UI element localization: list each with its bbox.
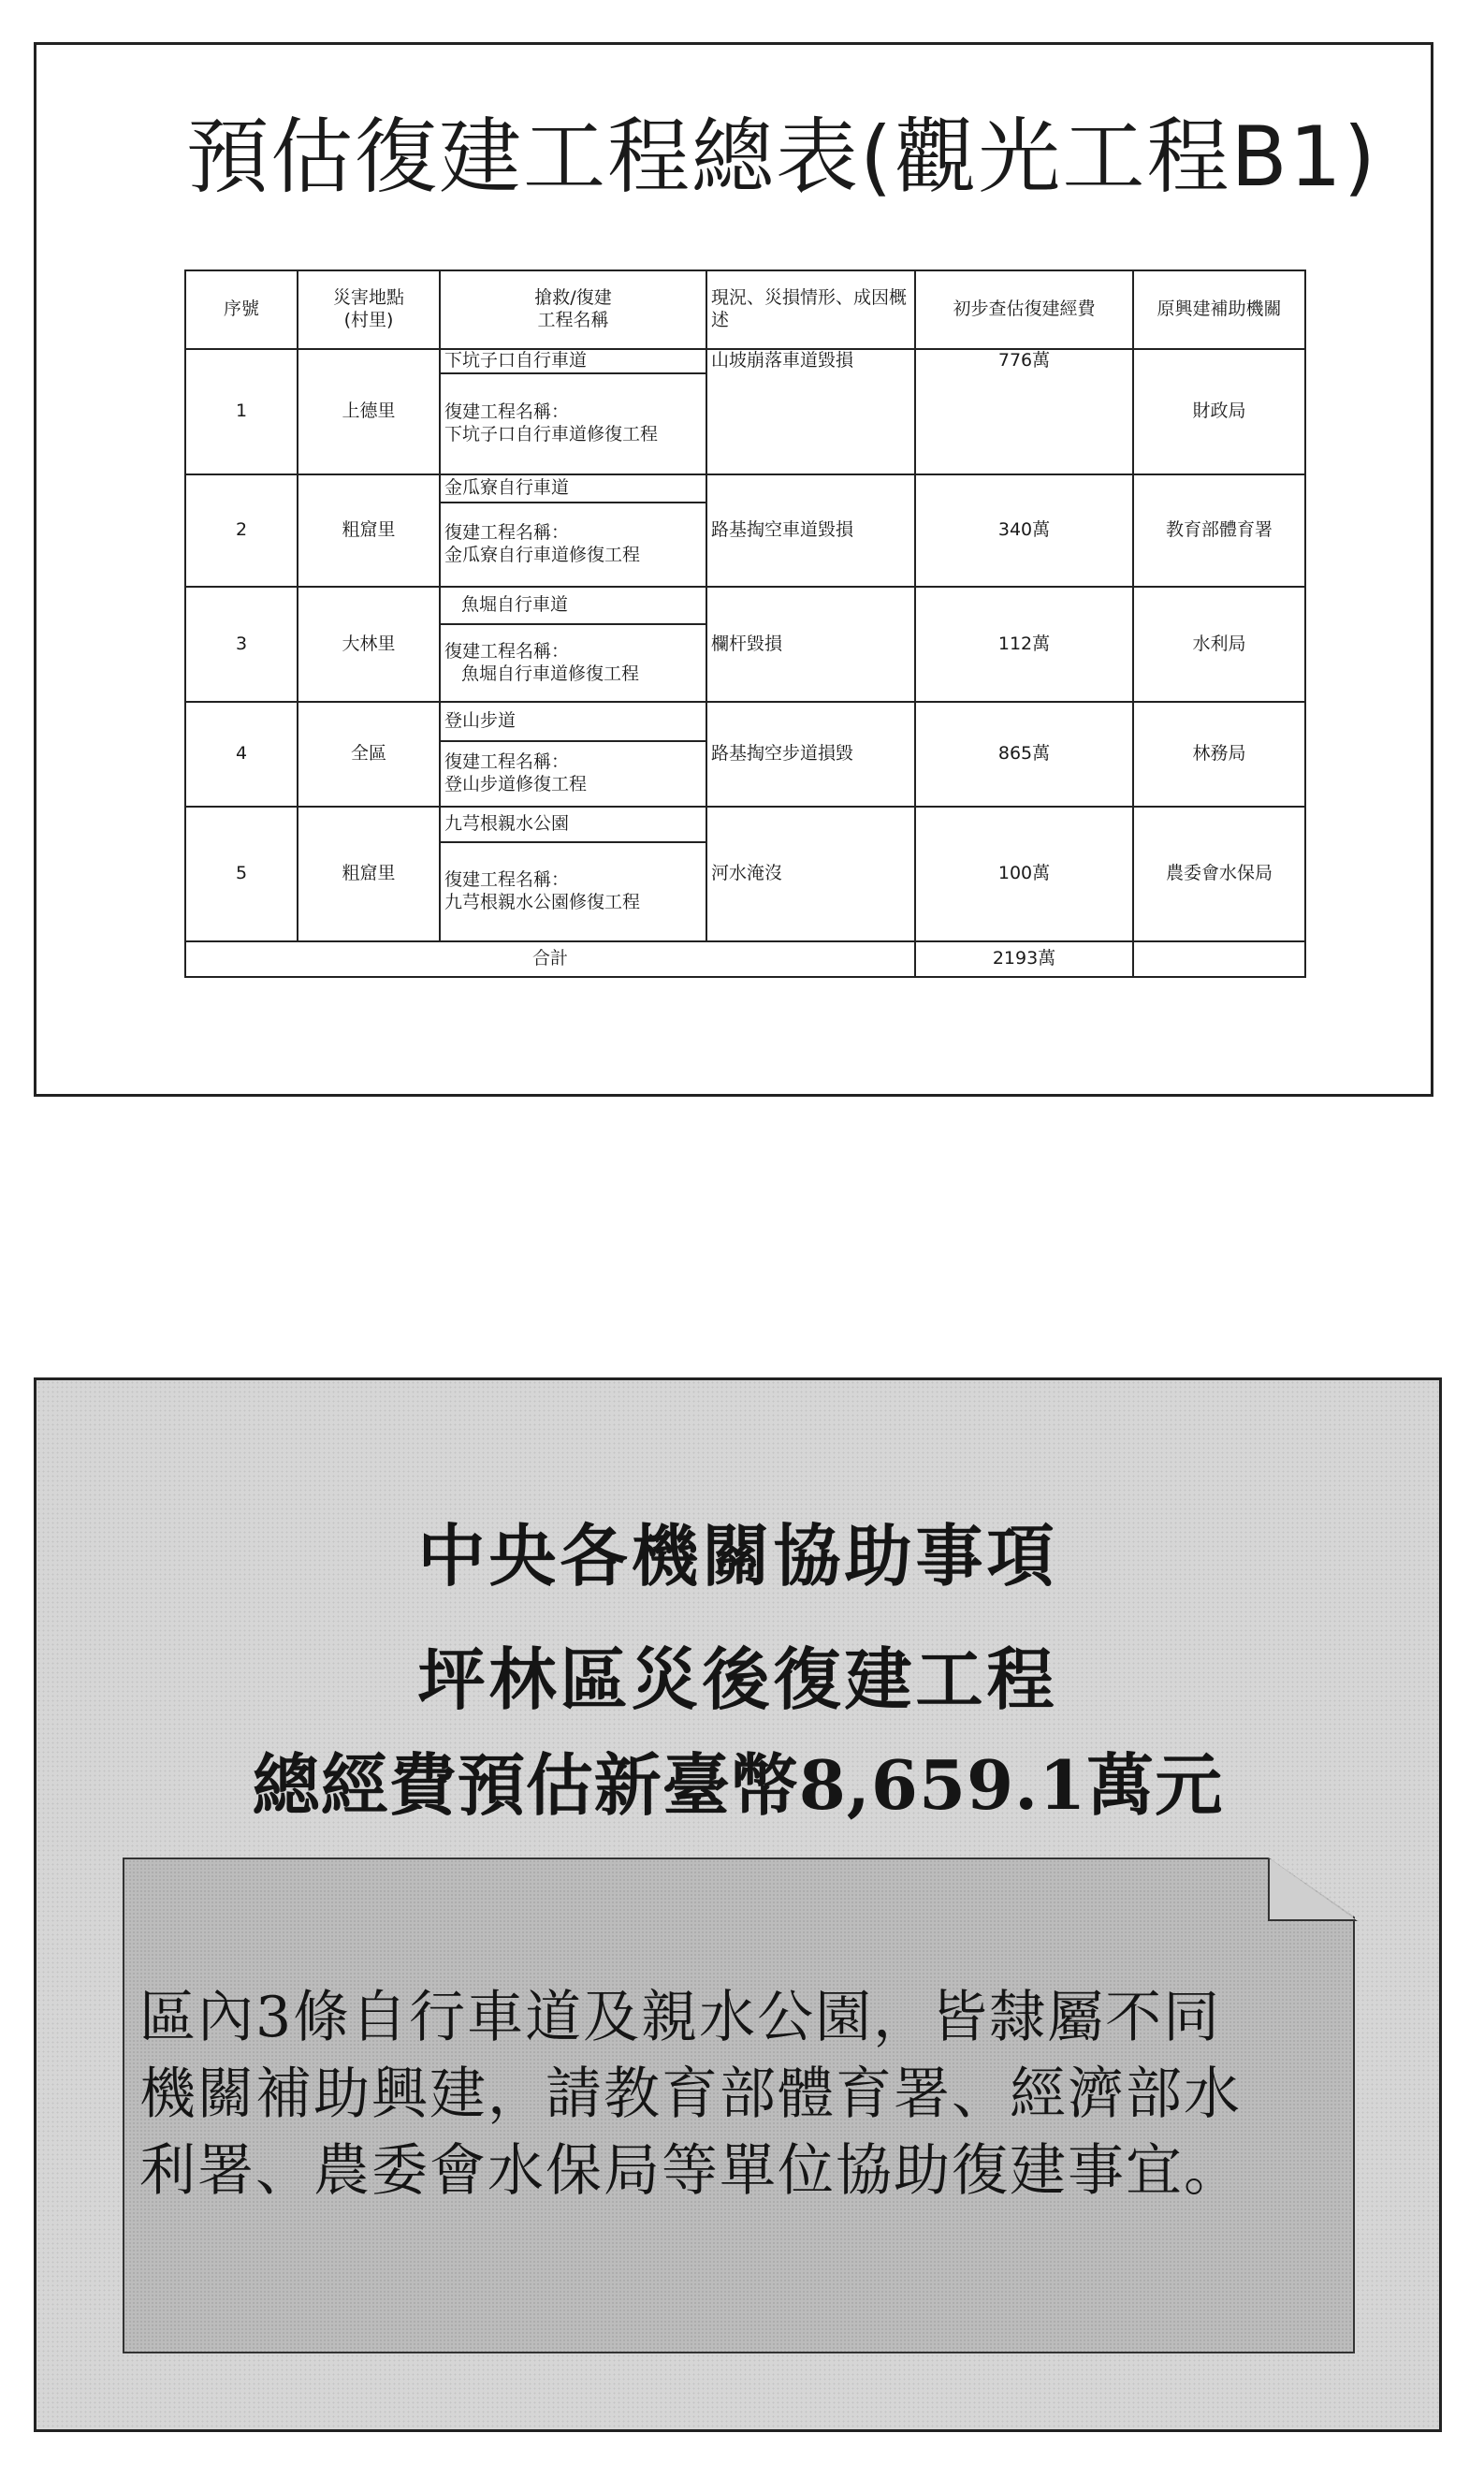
row-recovery-project xyxy=(440,624,706,702)
header-cost: 初步查估復建經費 xyxy=(915,270,1133,349)
table-total-row xyxy=(185,941,1305,977)
total-budget-heading: 總經費預估新臺幣8,659.1萬元 xyxy=(252,1745,1224,1825)
table-row xyxy=(185,807,1305,842)
row-condition: 路基掏空步道損毀 xyxy=(706,702,915,807)
recovery-name: 魚堀自行車道修復工程 xyxy=(461,663,640,684)
row-location: 全區 xyxy=(298,702,440,807)
row-cost: 776萬 xyxy=(915,349,1133,474)
table-row xyxy=(185,474,1305,503)
row-project-name: 下坑子口自行車道 xyxy=(440,349,706,373)
row-agency: 財政局 xyxy=(1133,349,1305,474)
row-cost: 100萬 xyxy=(915,807,1133,941)
slide-heading: 中央各機關協助事項 xyxy=(417,1516,1058,1595)
total-label: 合計 xyxy=(185,941,915,977)
row-location: 上德里 xyxy=(298,349,440,474)
table-row xyxy=(185,587,1305,624)
recovery-name: 九芎根親水公園修復工程 xyxy=(444,892,641,912)
row-location: 粗窟里 xyxy=(298,474,440,587)
row-agency: 林務局 xyxy=(1133,702,1305,807)
row-recovery-project xyxy=(440,741,706,807)
row-index: 4 xyxy=(185,702,298,807)
slide-subheading: 坪林區災後復建工程 xyxy=(417,1639,1058,1719)
total-cost: 2193萬 xyxy=(915,941,1133,977)
recovery-name: 下坑子口自行車道修復工程 xyxy=(444,424,659,444)
row-index: 5 xyxy=(185,807,298,941)
row-condition: 河水淹沒 xyxy=(706,807,915,941)
row-project-name: 金瓜寮自行車道 xyxy=(440,474,706,503)
slide-title: 預估復建工程總表(觀光工程B1) xyxy=(186,109,1378,205)
row-condition: 山坡崩落車道毀損 xyxy=(706,349,915,474)
header-project: 搶救/復建 工程名稱 xyxy=(440,270,706,349)
header-agency: 原興建補助機關 xyxy=(1133,270,1305,349)
table-header-row xyxy=(185,270,1305,349)
row-location: 粗窟里 xyxy=(298,807,440,941)
recovery-label: 復建工程名稱： xyxy=(444,401,570,423)
recovery-name: 登山步道修復工程 xyxy=(444,774,588,794)
row-cost: 112萬 xyxy=(915,587,1133,702)
row-cost: 340萬 xyxy=(915,474,1133,587)
recovery-cost-table xyxy=(184,270,1306,978)
table-row xyxy=(185,702,1305,741)
callout-text xyxy=(139,1979,1356,2209)
total-agency-empty xyxy=(1133,941,1305,977)
row-recovery-project xyxy=(440,842,706,941)
row-condition: 路基掏空車道毀損 xyxy=(706,474,915,587)
row-project-name: 魚堀自行車道 xyxy=(440,587,706,624)
recovery-label: 復建工程名稱： xyxy=(444,640,570,662)
header-location: 災害地點 (村里) xyxy=(298,270,440,349)
slide-central-assistance xyxy=(34,1377,1442,2432)
row-recovery-project xyxy=(440,373,706,474)
row-agency: 農委會水保局 xyxy=(1133,807,1305,941)
row-project-name: 登山步道 xyxy=(440,702,706,741)
row-index: 1 xyxy=(185,349,298,474)
recovery-name: 金瓜寮自行車道修復工程 xyxy=(444,545,641,565)
callout-line: 機關補助興建，請教育部體育署、經濟部水 xyxy=(139,2062,1242,2127)
header-condition: 現況、災損情形、成因概述 xyxy=(706,270,915,349)
row-agency: 水利局 xyxy=(1133,587,1305,702)
row-cost: 865萬 xyxy=(915,702,1133,807)
header-index: 序號 xyxy=(185,270,298,349)
recovery-label: 復建工程名稱： xyxy=(444,522,570,544)
row-agency: 教育部體育署 xyxy=(1133,474,1305,587)
row-index: 3 xyxy=(185,587,298,702)
row-location: 大林里 xyxy=(298,587,440,702)
callout-line: 利署、農委會水保局等單位協助復建事宜。 xyxy=(139,2138,1242,2204)
table-row xyxy=(185,349,1305,373)
row-index: 2 xyxy=(185,474,298,587)
row-recovery-project xyxy=(440,503,706,587)
slide-cost-summary xyxy=(34,42,1433,1097)
row-condition: 欄杆毀損 xyxy=(706,587,915,702)
recovery-label: 復建工程名稱： xyxy=(444,869,570,891)
recovery-label: 復建工程名稱： xyxy=(444,751,570,773)
row-project-name: 九芎根親水公園 xyxy=(440,807,706,842)
callout-line: 區內3條自行車道及親水公園，皆隸屬不同 xyxy=(139,1985,1222,2050)
